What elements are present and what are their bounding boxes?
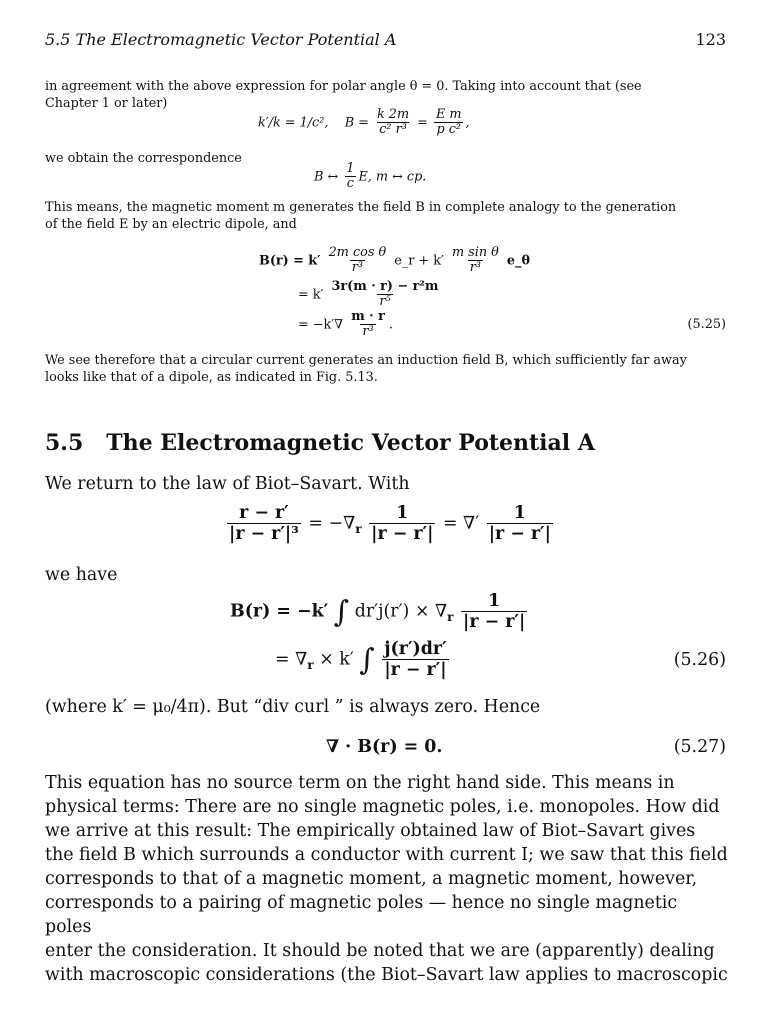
final-line: corresponds to that of a magnetic moment, a magnetic moment, however, bbox=[45, 869, 698, 889]
equation-5-26-line-2 bbox=[275, 640, 451, 680]
equation-gradient: $\frac{r - r'}{\text{|r − r′|³}}$ = $-\nabla_r$ $\frac{1}{|r - r'|}$ = ∇′ $\frac{1}{|r - r'|}$ bbox=[229, 503, 551, 545]
eq-k-left: k′/k = 1/c², bbox=[258, 115, 333, 131]
eq-mid: dr′j(r′) × ∇ bbox=[354, 601, 448, 622]
frac-den: r³ bbox=[351, 260, 364, 276]
paragraph-2-line-2: of the field E by an electric dipole, and bbox=[45, 217, 297, 232]
frac-den: |r − r′| bbox=[463, 612, 526, 633]
frac-num: k 2m bbox=[376, 107, 410, 122]
frac-num: m · r bbox=[351, 309, 385, 324]
frac-num: 1 bbox=[488, 591, 501, 611]
equation-number-5-25: (5.25) bbox=[687, 317, 726, 332]
integral-sign: ∫ bbox=[333, 594, 350, 629]
equation-5-26-line-1 bbox=[230, 592, 529, 632]
final-line: physical terms: There are no single magnetic poles, i.e. monopoles. How did bbox=[45, 797, 720, 817]
final-line: This equation has no source term on the right hand side. This means in bbox=[45, 773, 675, 793]
frac-num: 2m cos θ bbox=[328, 245, 387, 260]
paragraph-1 bbox=[45, 78, 642, 112]
frac-num: j(r′)dr′ bbox=[384, 639, 447, 659]
eq-lhs: = ∇ bbox=[275, 649, 308, 670]
final-line: with macroscopic considerations (the Biot–Savart law applies to macroscopic bbox=[45, 965, 728, 985]
eq-lhs: = k′ bbox=[298, 287, 324, 303]
frac-den: |r − r′| bbox=[384, 660, 447, 681]
where-text: (where k′ = μ₀/4π). But “div curl ” is always zero. Hence bbox=[45, 697, 541, 717]
frac-num: m sin θ bbox=[451, 245, 499, 260]
equation-number-5-27: (5.27) bbox=[673, 737, 726, 757]
eq-end: . bbox=[388, 317, 393, 333]
frac-den: c bbox=[346, 176, 354, 192]
section-heading bbox=[45, 430, 595, 456]
fraction bbox=[344, 162, 356, 192]
eq-grad-op: = ∇′ bbox=[442, 513, 480, 534]
eq-mid: × k′ bbox=[319, 649, 354, 670]
integral-sign: ∫ bbox=[359, 642, 375, 677]
eq-lhs: B(r) = k′ bbox=[259, 253, 321, 269]
intro-text: We return to the law of Biot–Savart. With bbox=[45, 474, 410, 494]
equation-k-relation bbox=[258, 108, 470, 138]
we-have-text: we have bbox=[45, 565, 118, 585]
frac-den: |r − r′|³ bbox=[229, 524, 299, 545]
paragraph-2-line-1: This means, the magnetic moment m generates the field B in complete analogy to the generation bbox=[45, 200, 677, 215]
final-paragraph bbox=[45, 771, 728, 987]
final-line: we arrive at this result: The empirically obtained law of Biot–Savart gives bbox=[45, 821, 696, 841]
equation-5-25-line-1 bbox=[259, 246, 530, 276]
fraction bbox=[327, 246, 389, 276]
equation-5-27: ∇ · B(r) = 0. bbox=[326, 737, 443, 757]
equation-5-25-line-2 bbox=[298, 280, 442, 310]
final-line: the field B which surrounds a conductor with current I; we saw that this field bbox=[45, 845, 728, 865]
subscript-r: r bbox=[447, 610, 454, 625]
frac-den: r⁵ bbox=[379, 294, 391, 310]
frac-den: |r − r′| bbox=[488, 524, 551, 545]
frac-num: r − r′ bbox=[239, 503, 289, 523]
fraction bbox=[461, 592, 527, 632]
eq-lhs: = −k′∇ bbox=[298, 317, 344, 333]
corr-right: E, m ↔ cp. bbox=[358, 169, 427, 185]
frac-num: 3r(m · r) − r²m bbox=[331, 279, 439, 294]
frac-den: r³ bbox=[362, 324, 374, 340]
page-number: 123 bbox=[695, 30, 726, 49]
fraction bbox=[382, 640, 448, 680]
paragraph-2 bbox=[45, 199, 676, 233]
corr-left: B ↔ bbox=[314, 169, 339, 185]
equation-correspondence bbox=[314, 162, 426, 192]
frac-num: 1 bbox=[346, 161, 355, 176]
frac-num: 1 bbox=[396, 503, 409, 523]
fraction bbox=[349, 310, 387, 340]
fraction bbox=[227, 504, 301, 544]
frac-den: r³ bbox=[469, 260, 482, 276]
frac-den: |r − r′| bbox=[371, 524, 434, 545]
running-header: 5.5 The Electromagnetic Vector Potential A bbox=[45, 30, 397, 49]
eq-lhs: B(r) = −k′ bbox=[230, 601, 329, 622]
fraction bbox=[330, 280, 441, 310]
final-line: corresponds to a pairing of magnetic poles — hence no single magnetic poles bbox=[45, 893, 678, 937]
paragraph-3-line-1: We see therefore that a circular current generates an induction field B, which sufficiently far away bbox=[45, 353, 687, 368]
section-number: 5.5 bbox=[45, 430, 84, 456]
final-line: enter the consideration. It should be noted that we are (apparently) dealing bbox=[45, 941, 715, 961]
paragraph-1-line-2: Chapter 1 or later) bbox=[45, 96, 168, 111]
eq-mid: e_r + k′ bbox=[394, 253, 444, 269]
frac-den: c² r³ bbox=[379, 122, 407, 138]
fraction bbox=[369, 504, 435, 544]
comma: , bbox=[465, 115, 470, 131]
eq-k-b: B = bbox=[344, 115, 369, 131]
paragraph-3 bbox=[45, 352, 687, 386]
eq-end: e_θ bbox=[506, 253, 530, 269]
equation-5-25-line-3 bbox=[298, 310, 393, 340]
paragraph-1-line-1: in agreement with the above expression for polar angle θ = 0. Taking into account that (see bbox=[45, 79, 642, 94]
obtain-text: we obtain the correspondence bbox=[45, 151, 242, 166]
paragraph-3-line-2: looks like that of a dipole, as indicated in Fig. 5.13. bbox=[45, 370, 378, 385]
fraction bbox=[487, 504, 553, 544]
section-title: The Electromagnetic Vector Potential A bbox=[106, 430, 595, 456]
frac-num: E m bbox=[435, 107, 462, 122]
subscript-r: r bbox=[307, 658, 314, 673]
fraction bbox=[375, 108, 411, 138]
equation-number-5-26: (5.26) bbox=[673, 650, 726, 670]
fraction bbox=[434, 108, 464, 138]
eq-grad-op: = −∇ bbox=[308, 513, 356, 534]
frac-num: 1 bbox=[513, 503, 526, 523]
fraction bbox=[450, 246, 501, 276]
equals: = bbox=[417, 115, 428, 131]
frac-den: p c² bbox=[436, 122, 462, 138]
